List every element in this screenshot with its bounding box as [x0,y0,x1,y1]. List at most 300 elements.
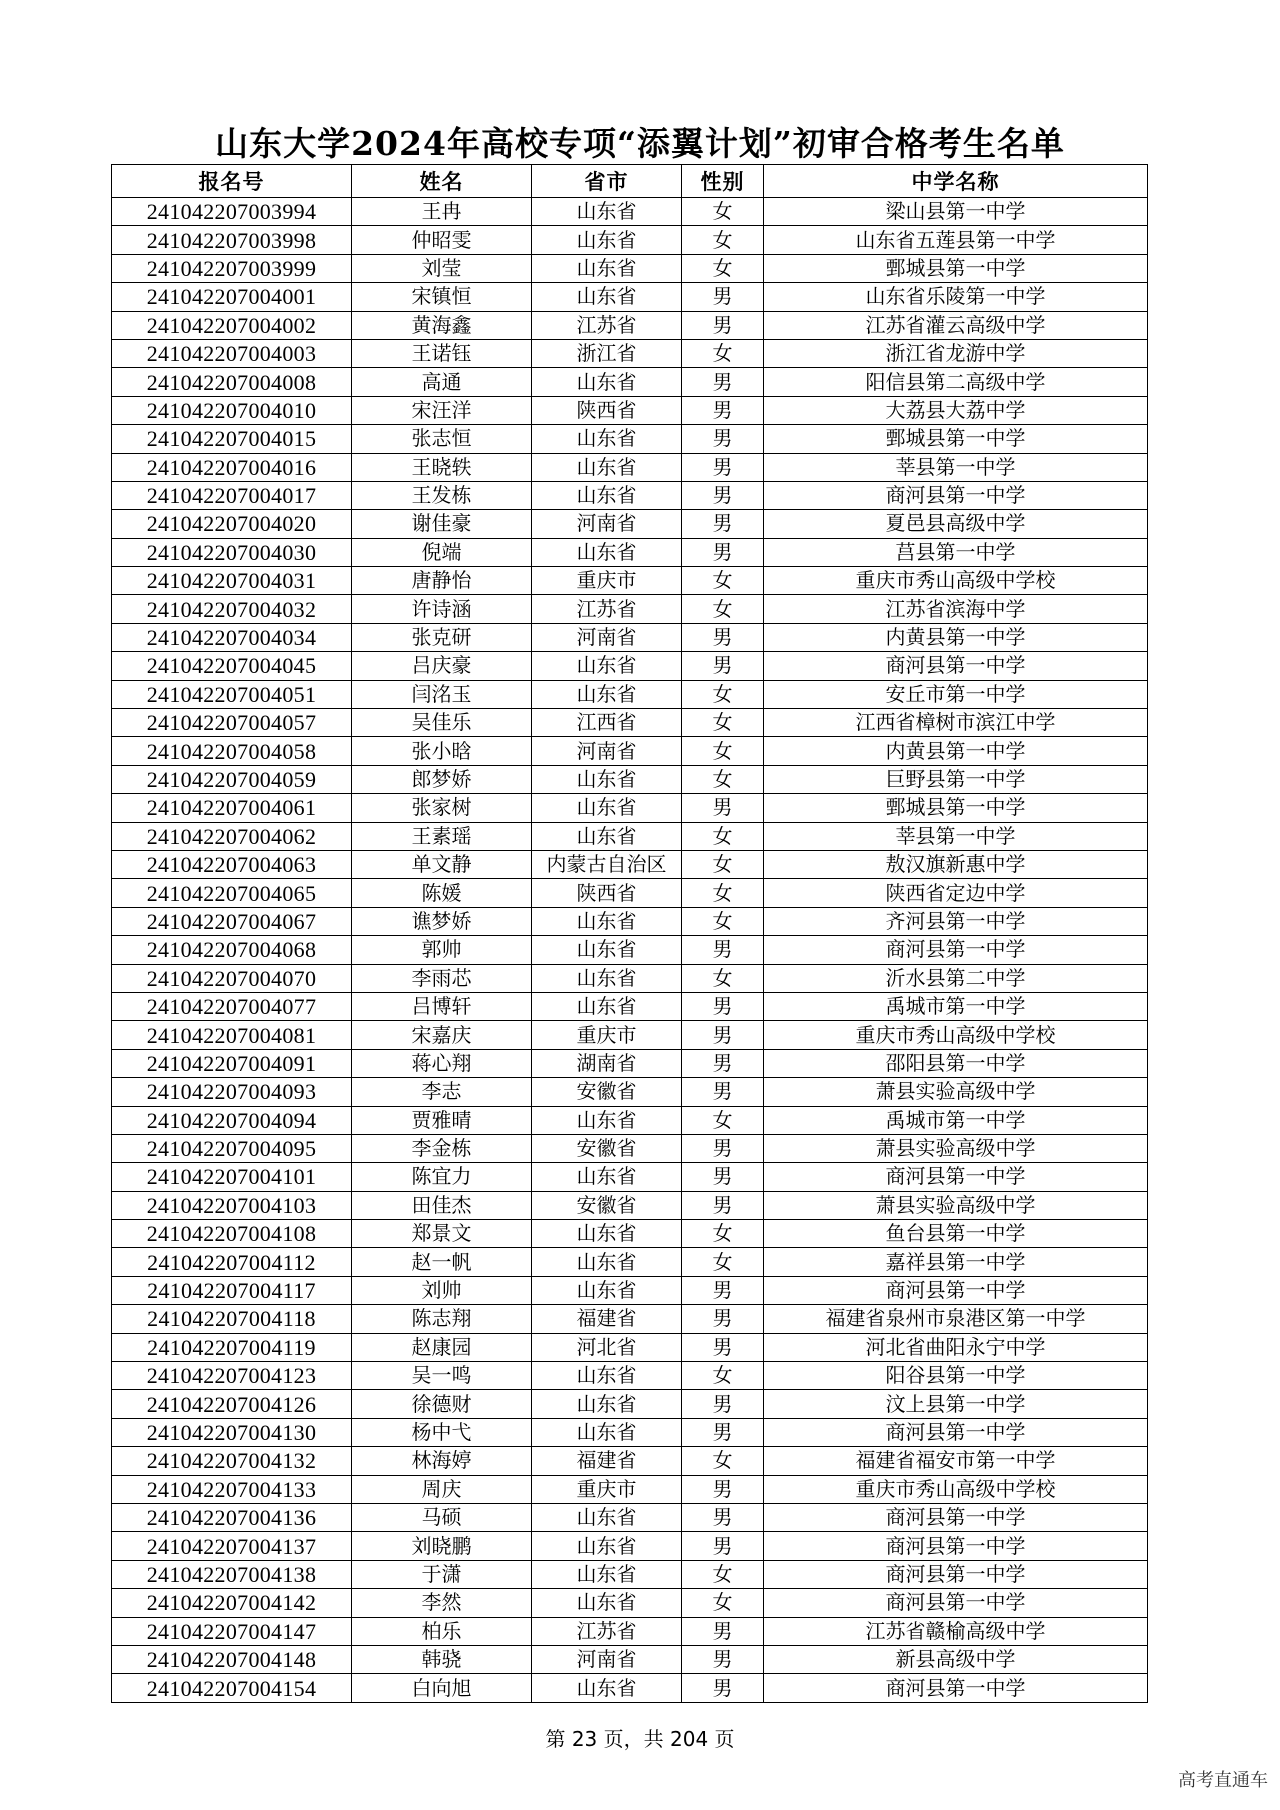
gender-cell: 男 [682,510,764,538]
registration-number-cell: 241042207004003 [112,339,352,367]
school-name-cell: 萧县实验高级中学 [764,1191,1148,1219]
province-cell: 江苏省 [532,595,682,623]
registration-number-cell: 241042207004030 [112,538,352,566]
name-cell: 谢佳豪 [352,510,532,538]
gender-cell: 男 [682,1049,764,1077]
name-cell: 宋嘉庆 [352,1021,532,1049]
name-cell: 韩骁 [352,1645,532,1673]
name-cell: 周庆 [352,1475,532,1503]
name-cell: 仲昭雯 [352,226,532,254]
school-name-cell: 商河县第一中学 [764,481,1148,509]
school-name-cell: 商河县第一中学 [764,1503,1148,1531]
gender-cell: 男 [682,1475,764,1503]
registration-number-cell: 241042207004091 [112,1049,352,1077]
school-name-cell: 江西省樟树市滨江中学 [764,709,1148,737]
name-cell: 陈媛 [352,879,532,907]
registration-number-cell: 241042207004031 [112,567,352,595]
table-row [112,907,1148,935]
page-title: 山东大学2024年高校专项“添翼计划”初审合格考生名单 [215,124,1065,163]
table-row [112,198,1148,226]
school-name-cell: 萧县实验高级中学 [764,1078,1148,1106]
registration-number-cell: 241042207004063 [112,850,352,878]
province-cell: 山东省 [532,368,682,396]
school-name-cell: 嘉祥县第一中学 [764,1248,1148,1276]
gender-cell: 女 [682,595,764,623]
gender-cell: 男 [682,1333,764,1361]
school-name-cell: 内黄县第一中学 [764,623,1148,651]
school-name-cell: 巨野县第一中学 [764,765,1148,793]
registration-number-cell: 241042207004148 [112,1645,352,1673]
table-row [112,510,1148,538]
registration-number-cell: 241042207004137 [112,1532,352,1560]
table-row [112,538,1148,566]
gender-cell: 男 [682,1617,764,1645]
province-cell: 山东省 [532,765,682,793]
table-row [112,453,1148,481]
registration-number-cell: 241042207004094 [112,1106,352,1134]
school-name-cell: 禹城市第一中学 [764,992,1148,1020]
name-cell: 徐德财 [352,1390,532,1418]
header-name: 姓名 [352,165,532,198]
school-name-cell: 福建省泉州市泉港区第一中学 [764,1305,1148,1333]
registration-number-cell: 241042207004130 [112,1418,352,1446]
gender-cell: 女 [682,198,764,226]
school-name-cell: 鄄城县第一中学 [764,254,1148,282]
province-cell: 安徽省 [532,1078,682,1106]
province-cell: 山东省 [532,936,682,964]
table-row [112,709,1148,737]
name-cell: 林海婷 [352,1447,532,1475]
province-cell: 山东省 [532,453,682,481]
name-cell: 李雨芯 [352,964,532,992]
table-row [112,1418,1148,1446]
table-header-row [112,165,1148,198]
registration-number-cell: 241042207004034 [112,623,352,651]
name-cell: 闫洺玉 [352,680,532,708]
registration-number-cell: 241042207004103 [112,1191,352,1219]
table-row [112,1220,1148,1248]
school-name-cell: 重庆市秀山高级中学校 [764,567,1148,595]
table-row [112,1532,1148,1560]
school-name-cell: 夏邑县高级中学 [764,510,1148,538]
gender-cell: 女 [682,879,764,907]
registration-number-cell: 241042207004108 [112,1220,352,1248]
name-cell: 刘莹 [352,254,532,282]
table-row [112,1333,1148,1361]
gender-cell: 女 [682,822,764,850]
table-row [112,850,1148,878]
school-name-cell: 商河县第一中学 [764,1589,1148,1617]
table-row [112,1447,1148,1475]
name-cell: 唐静怡 [352,567,532,595]
gender-cell: 男 [682,453,764,481]
province-cell: 山东省 [532,1362,682,1390]
table-row [112,1163,1148,1191]
province-cell: 浙江省 [532,339,682,367]
registration-number-cell: 241042207004119 [112,1333,352,1361]
school-name-cell: 江苏省赣榆高级中学 [764,1617,1148,1645]
registration-number-cell: 241042207004095 [112,1134,352,1162]
gender-cell: 男 [682,1390,764,1418]
name-cell: 李然 [352,1589,532,1617]
gender-cell: 女 [682,339,764,367]
school-name-cell: 莘县第一中学 [764,822,1148,850]
name-cell: 杨中弋 [352,1418,532,1446]
table-row [112,1617,1148,1645]
name-cell: 宋汪洋 [352,396,532,424]
gender-cell: 男 [682,1305,764,1333]
name-cell: 倪端 [352,538,532,566]
gender-cell: 男 [682,1276,764,1304]
province-cell: 山东省 [532,425,682,453]
registration-number-cell: 241042207004142 [112,1589,352,1617]
school-name-cell: 重庆市秀山高级中学校 [764,1475,1148,1503]
table-row [112,368,1148,396]
name-cell: 李志 [352,1078,532,1106]
province-cell: 山东省 [532,822,682,850]
name-cell: 郑景文 [352,1220,532,1248]
school-name-cell: 商河县第一中学 [764,1560,1148,1588]
gender-cell: 女 [682,1589,764,1617]
registration-number-cell: 241042207004062 [112,822,352,850]
table-row [112,311,1148,339]
province-cell: 山东省 [532,992,682,1020]
gender-cell: 男 [682,652,764,680]
province-cell: 山东省 [532,198,682,226]
registration-number-cell: 241042207004068 [112,936,352,964]
table-row [112,1021,1148,1049]
registration-number-cell: 241042207004093 [112,1078,352,1106]
registration-number-cell: 241042207004118 [112,1305,352,1333]
gender-cell: 男 [682,1532,764,1560]
registration-number-cell: 241042207004147 [112,1617,352,1645]
table-row [112,1362,1148,1390]
gender-cell: 女 [682,964,764,992]
gender-cell: 女 [682,567,764,595]
province-cell: 重庆市 [532,567,682,595]
table-row [112,822,1148,850]
school-name-cell: 莘县第一中学 [764,453,1148,481]
table-row [112,283,1148,311]
table-row [112,1049,1148,1077]
table-row [112,1276,1148,1304]
gender-cell: 女 [682,680,764,708]
school-name-cell: 安丘市第一中学 [764,680,1148,708]
gender-cell: 男 [682,1021,764,1049]
province-cell: 山东省 [532,964,682,992]
table-row [112,623,1148,651]
name-cell: 陈志翔 [352,1305,532,1333]
province-cell: 山东省 [532,283,682,311]
gender-cell: 女 [682,1106,764,1134]
school-name-cell: 梁山县第一中学 [764,198,1148,226]
province-cell: 福建省 [532,1305,682,1333]
school-name-cell: 江苏省灌云高级中学 [764,311,1148,339]
gender-cell: 男 [682,936,764,964]
school-name-cell: 沂水县第二中学 [764,964,1148,992]
table-row [112,1645,1148,1673]
gender-cell: 男 [682,794,764,822]
registration-number-cell: 241042207004017 [112,481,352,509]
name-cell: 白向旭 [352,1674,532,1702]
name-cell: 黄海鑫 [352,311,532,339]
province-cell: 河南省 [532,510,682,538]
school-name-cell: 商河县第一中学 [764,1276,1148,1304]
name-cell: 张小晗 [352,737,532,765]
province-cell: 山东省 [532,907,682,935]
table-row [112,1078,1148,1106]
school-name-cell: 内黄县第一中学 [764,737,1148,765]
registration-number-cell: 241042207004061 [112,794,352,822]
registration-number-cell: 241042207004138 [112,1560,352,1588]
province-cell: 山东省 [532,1390,682,1418]
province-cell: 江苏省 [532,311,682,339]
name-cell: 赵一帆 [352,1248,532,1276]
name-cell: 刘晓鹏 [352,1532,532,1560]
name-cell: 柏乐 [352,1617,532,1645]
gender-cell: 男 [682,396,764,424]
header-registration-number: 报名号 [112,165,352,198]
gender-cell: 男 [682,1418,764,1446]
registration-number-cell: 241042207004032 [112,595,352,623]
school-name-cell: 敖汉旗新惠中学 [764,850,1148,878]
name-cell: 王素瑶 [352,822,532,850]
school-name-cell: 商河县第一中学 [764,1163,1148,1191]
school-name-cell: 陕西省定边中学 [764,879,1148,907]
registration-number-cell: 241042207004154 [112,1674,352,1702]
page-number: 第 23 页，共 204 页 [545,1727,735,1751]
name-cell: 于潇 [352,1560,532,1588]
province-cell: 山东省 [532,481,682,509]
gender-cell: 男 [682,368,764,396]
name-cell: 高通 [352,368,532,396]
registration-number-cell: 241042207004020 [112,510,352,538]
school-name-cell: 商河县第一中学 [764,936,1148,964]
table-row [112,794,1148,822]
table-row [112,1134,1148,1162]
gender-cell: 女 [682,850,764,878]
province-cell: 山东省 [532,1163,682,1191]
province-cell: 河南省 [532,623,682,651]
table-body [112,198,1148,1703]
province-cell: 重庆市 [532,1021,682,1049]
gender-cell: 男 [682,1134,764,1162]
registration-number-cell: 241042207004101 [112,1163,352,1191]
table-row [112,254,1148,282]
registration-number-cell: 241042207004010 [112,396,352,424]
province-cell: 江苏省 [532,1617,682,1645]
table-row [112,425,1148,453]
registration-number-cell: 241042207004126 [112,1390,352,1418]
gender-cell: 女 [682,1220,764,1248]
school-name-cell: 禹城市第一中学 [764,1106,1148,1134]
province-cell: 江西省 [532,709,682,737]
gender-cell: 男 [682,311,764,339]
school-name-cell: 邵阳县第一中学 [764,1049,1148,1077]
registration-number-cell: 241042207004016 [112,453,352,481]
gender-cell: 男 [682,481,764,509]
watermark-text: 高考直通车 [1178,1770,1268,1791]
registration-number-cell: 241042207003998 [112,226,352,254]
table-row [112,879,1148,907]
registration-number-cell: 241042207004045 [112,652,352,680]
gender-cell: 男 [682,1503,764,1531]
header-school-name: 中学名称 [764,165,1148,198]
school-name-cell: 鄄城县第一中学 [764,425,1148,453]
school-name-cell: 新县高级中学 [764,1645,1148,1673]
name-cell: 吕博轩 [352,992,532,1020]
province-cell: 山东省 [532,1248,682,1276]
table-row [112,567,1148,595]
province-cell: 安徽省 [532,1191,682,1219]
table-row [112,1248,1148,1276]
candidate-table [111,164,1148,1703]
table-row [112,1503,1148,1531]
name-cell: 王发栋 [352,481,532,509]
gender-cell: 男 [682,538,764,566]
school-name-cell: 鱼台县第一中学 [764,1220,1148,1248]
name-cell: 单文静 [352,850,532,878]
registration-number-cell: 241042207004067 [112,907,352,935]
name-cell: 张志恒 [352,425,532,453]
school-name-cell: 商河县第一中学 [764,1674,1148,1702]
gender-cell: 女 [682,226,764,254]
gender-cell: 女 [682,737,764,765]
registration-number-cell: 241042207004059 [112,765,352,793]
province-cell: 山东省 [532,538,682,566]
school-name-cell: 齐河县第一中学 [764,907,1148,935]
school-name-cell: 汶上县第一中学 [764,1390,1148,1418]
school-name-cell: 福建省福安市第一中学 [764,1447,1148,1475]
name-cell: 吕庆豪 [352,652,532,680]
province-cell: 山东省 [532,254,682,282]
gender-cell: 女 [682,765,764,793]
registration-number-cell: 241042207004081 [112,1021,352,1049]
name-cell: 王冉 [352,198,532,226]
province-cell: 山东省 [532,794,682,822]
gender-cell: 女 [682,1447,764,1475]
school-name-cell: 商河县第一中学 [764,652,1148,680]
province-cell: 河南省 [532,737,682,765]
gender-cell: 女 [682,907,764,935]
registration-number-cell: 241042207003994 [112,198,352,226]
province-cell: 陕西省 [532,879,682,907]
table-row [112,1390,1148,1418]
header-province: 省市 [532,165,682,198]
name-cell: 马硕 [352,1503,532,1531]
name-cell: 刘帅 [352,1276,532,1304]
name-cell: 宋镇恒 [352,283,532,311]
registration-number-cell: 241042207004070 [112,964,352,992]
table-row [112,1674,1148,1702]
registration-number-cell: 241042207004002 [112,311,352,339]
registration-number-cell: 241042207004133 [112,1475,352,1503]
school-name-cell: 河北省曲阳永宁中学 [764,1333,1148,1361]
school-name-cell: 萧县实验高级中学 [764,1134,1148,1162]
province-cell: 重庆市 [532,1475,682,1503]
table-row [112,1589,1148,1617]
school-name-cell: 大荔县大荔中学 [764,396,1148,424]
registration-number-cell: 241042207004057 [112,709,352,737]
school-name-cell: 鄄城县第一中学 [764,794,1148,822]
province-cell: 福建省 [532,1447,682,1475]
school-name-cell: 江苏省滨海中学 [764,595,1148,623]
gender-cell: 女 [682,1560,764,1588]
registration-number-cell: 241042207004132 [112,1447,352,1475]
gender-cell: 女 [682,254,764,282]
province-cell: 湖南省 [532,1049,682,1077]
registration-number-cell: 241042207004008 [112,368,352,396]
school-name-cell: 阳信县第二高级中学 [764,368,1148,396]
registration-number-cell: 241042207004058 [112,737,352,765]
gender-cell: 女 [682,1362,764,1390]
gender-cell: 男 [682,623,764,651]
name-cell: 吴佳乐 [352,709,532,737]
gender-cell: 男 [682,1191,764,1219]
gender-cell: 女 [682,1248,764,1276]
registration-number-cell: 241042207004051 [112,680,352,708]
school-name-cell: 重庆市秀山高级中学校 [764,1021,1148,1049]
province-cell: 山东省 [532,1276,682,1304]
province-cell: 河北省 [532,1333,682,1361]
table-row [112,737,1148,765]
province-cell: 山东省 [532,226,682,254]
name-cell: 张家树 [352,794,532,822]
table-row [112,652,1148,680]
name-cell: 王晓轶 [352,453,532,481]
province-cell: 山东省 [532,1532,682,1560]
table-row [112,765,1148,793]
name-cell: 蒋心翔 [352,1049,532,1077]
table-row [112,1560,1148,1588]
province-cell: 山东省 [532,1674,682,1702]
registration-number-cell: 241042207004077 [112,992,352,1020]
table-row [112,396,1148,424]
table-row [112,1475,1148,1503]
school-name-cell: 商河县第一中学 [764,1532,1148,1560]
table-row [112,1305,1148,1333]
school-name-cell: 商河县第一中学 [764,1418,1148,1446]
table-row [112,992,1148,1020]
province-cell: 内蒙古自治区 [532,850,682,878]
gender-cell: 男 [682,1163,764,1191]
registration-number-cell: 241042207004136 [112,1503,352,1531]
province-cell: 山东省 [532,652,682,680]
province-cell: 山东省 [532,1220,682,1248]
table-row [112,481,1148,509]
header-gender: 性别 [682,165,764,198]
name-cell: 吴一鸣 [352,1362,532,1390]
registration-number-cell: 241042207004117 [112,1276,352,1304]
gender-cell: 男 [682,283,764,311]
name-cell: 郭帅 [352,936,532,964]
registration-number-cell: 241042207004065 [112,879,352,907]
school-name-cell: 山东省五莲县第一中学 [764,226,1148,254]
province-cell: 山东省 [532,1418,682,1446]
gender-cell: 男 [682,1645,764,1673]
registration-number-cell: 241042207004123 [112,1362,352,1390]
registration-number-cell: 241042207003999 [112,254,352,282]
province-cell: 山东省 [532,1106,682,1134]
registration-number-cell: 241042207004001 [112,283,352,311]
gender-cell: 男 [682,1078,764,1106]
table-row [112,964,1148,992]
gender-cell: 女 [682,709,764,737]
school-name-cell: 阳谷县第一中学 [764,1362,1148,1390]
name-cell: 贾雅晴 [352,1106,532,1134]
province-cell: 河南省 [532,1645,682,1673]
gender-cell: 男 [682,992,764,1020]
